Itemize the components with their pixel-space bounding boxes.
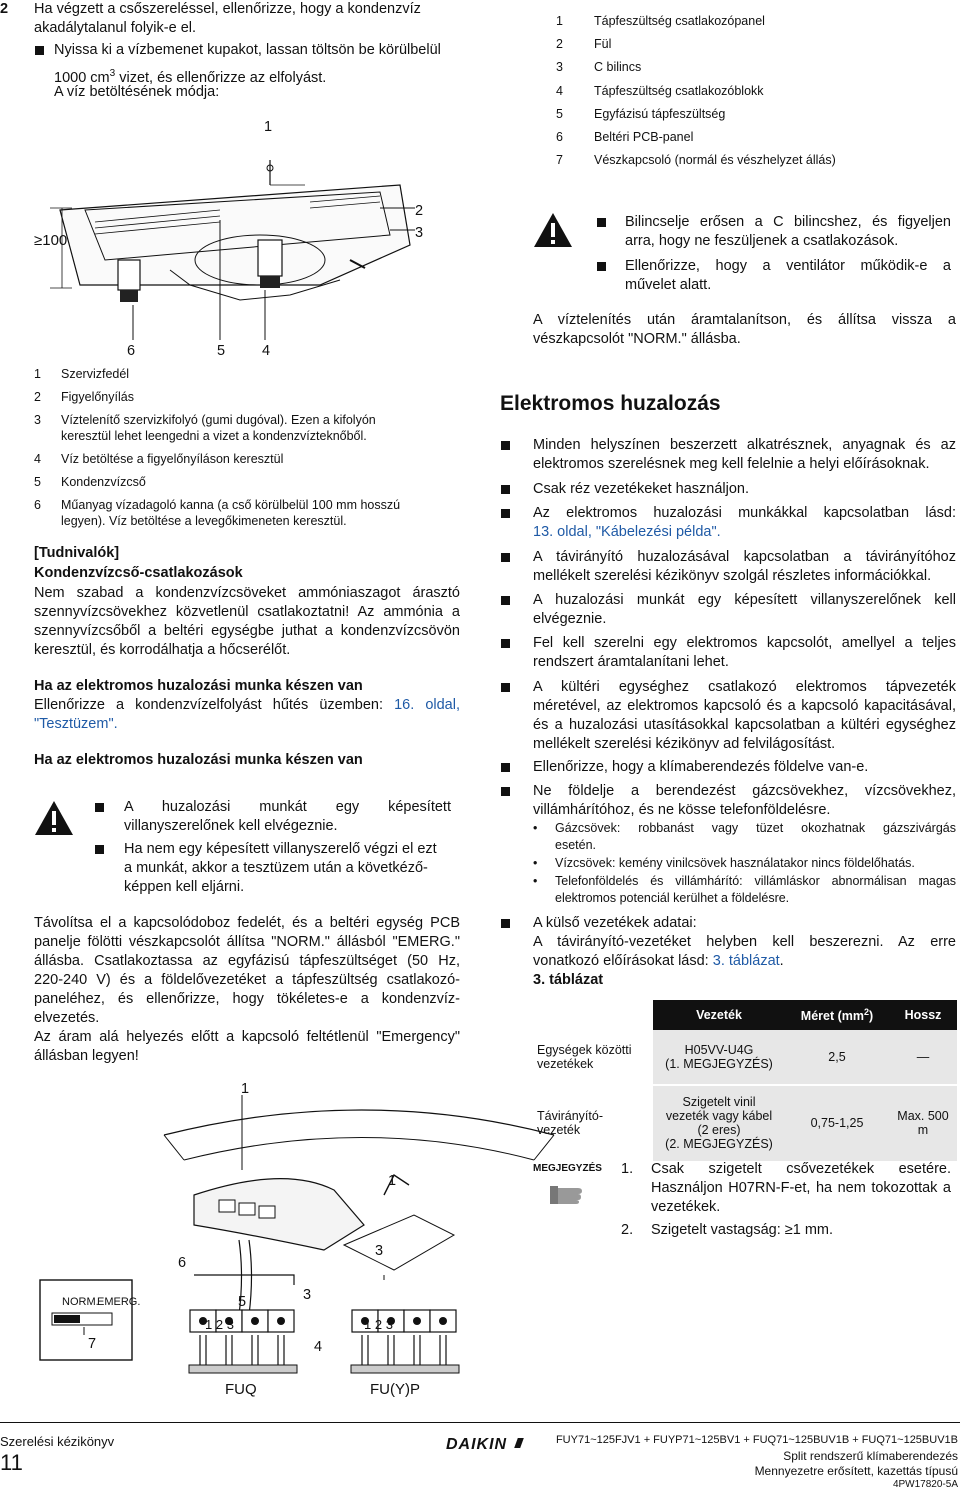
bullet-text: Minden helyszínen beszerzett alkatrésznek, anyagnak és az: [533, 437, 956, 453]
fig2-callout-3b: 3: [303, 1287, 312, 1303]
parts-item: 2 Fül: [556, 37, 612, 51]
section-title: Kondenzvízcső-csatlakozások: [34, 565, 243, 581]
fig-callout-2: 2: [415, 203, 424, 219]
step-text-line2: akadálytalanul folyik-e el.: [34, 20, 197, 36]
legend-item: 6 Műanyag vízadagoló kanna (a cső körülbelül 100 mm hosszú: [34, 498, 401, 512]
bullet-line3: A víz betöltésének módja:: [54, 84, 220, 100]
section-heading: Ha az elektromos huzalozási munka készen van: [34, 678, 363, 694]
water-fill-figure: [20, 110, 460, 360]
parts-item: 5 Egyfázisú tápfeszültség: [556, 107, 726, 121]
warning-icon: [533, 212, 573, 248]
note-number: 2.: [621, 1222, 634, 1238]
fig2-callout-7: 7: [88, 1336, 97, 1352]
bullet-square: [501, 485, 510, 494]
sub-bullet-text: Gázcsövek: robbanást vagy tüzet okozhatnak gázszivárgás: [555, 821, 956, 835]
parts-item: 1 Tápfeszültség csatlakozópanel: [556, 14, 765, 28]
sub-bullet-dot: •: [533, 874, 538, 888]
cable-spec-table: [533, 1000, 957, 1161]
section-heading: Ha az elektromos huzalozási munka készen van: [34, 752, 363, 768]
bullet-text: Csak réz vezetékeket használjon.: [533, 481, 749, 497]
bullet-text-block: A kültéri egységhez csatlakozó elektromos tápvezeték méretével, az elektromos kapcsoló és a kapcsoló kapacitásával, és a huzalozási utasításokkal kapcsolatban a kültéri egységhez mellékelt szerelési kézikönyv ad felvilágosítást.: [533, 679, 956, 752]
table-row-label: Egységek közötti vezetékek: [533, 1030, 653, 1085]
fig2-callout-1: 1: [241, 1081, 250, 1097]
footer-brand-logo: DAIKIN: [446, 1436, 508, 1453]
legend-item: 1 Szervizfedél: [34, 367, 130, 381]
bullet-square: [35, 46, 44, 55]
bullet-square: [501, 683, 510, 692]
bullet-square: [501, 441, 510, 450]
parts-item: 7 Vészkapcsoló (normál és vészhelyzet állás): [556, 153, 836, 167]
table-title: 3. táblázat: [533, 972, 604, 988]
note-text: Használjon H07RN-F-et, ha nem tokozottak a: [651, 1180, 951, 1196]
parts-item: 4 Tápfeszültség csatlakozóblokk: [556, 84, 764, 98]
bullet-text: A távirányító huzalozásával kapcsolatban a távirányítóhoz: [533, 549, 956, 565]
table-link[interactable]: 3. táblázat: [712, 953, 780, 969]
legend-item: 5 Kondenzvízcső: [34, 475, 146, 489]
footer-rule: [0, 1422, 960, 1423]
footer-line2: Split rendszerű klímaberendezés: [783, 1449, 958, 1463]
section-heading-electric: Elektromos huzalozás: [500, 392, 721, 415]
fig2-callout-5: 5: [238, 1294, 247, 1310]
footer-models: FUY71~125FJV1 + FUYP71~125BV1 + FUQ71~125BUV1B + FUQ71~125BUV1B: [555, 1434, 958, 1446]
terminal-labels-fuq: 1 2 3: [205, 1317, 234, 1332]
test-run-line: Ellenőrizze a kondenzvízelfolyást hűtés üzemben: 16. oldal,: [34, 697, 460, 713]
footer-line3: Mennyezetre erősített, kazettás típusú: [754, 1464, 958, 1478]
sub-bullet-dot: •: [533, 821, 538, 835]
bullet-square: [597, 218, 606, 227]
bullet-text: mellékelt szerelési kézikönyv szolgál részletes információkkal.: [533, 568, 932, 584]
warning-icon: [34, 800, 74, 836]
warn-line: képpen kell eljárni.: [124, 879, 245, 895]
fig-callout-4: 4: [262, 343, 271, 359]
bullet-square: [501, 919, 510, 928]
bullet-text: villámhárítóhoz, és ne kösse telefonföldelésre.: [533, 802, 831, 818]
fig-callout-3: 3: [415, 225, 424, 241]
legend-item: 2 Figyelőnyílás: [34, 390, 134, 404]
after-line: vészkapcsolót "NORM." állásba.: [533, 331, 741, 347]
table-cell: 0,75-1,25: [785, 1085, 889, 1162]
bullet-square: [501, 509, 510, 518]
th-vezetek: Vezeték: [653, 1000, 785, 1030]
bullet-text: A távirányító-vezetéket helyben kell beszerezni. Az erre: [533, 934, 956, 950]
fig2-callout-3: 3: [375, 1243, 384, 1259]
sub-bullet-text: elektromos potenciál kerülhet a földelésre.: [555, 891, 790, 905]
footer-brand-mark: [514, 1438, 524, 1448]
fig2-callout-6: 6: [178, 1255, 187, 1271]
fig-dimension: ≥100: [34, 232, 68, 249]
model-label-fuq: FUQ: [225, 1381, 257, 1398]
bullet-text: Fel kell szerelni egy elektromos kapcsolót, amellyel a teljes: [533, 635, 956, 651]
sub-bullet-text: Vízcsövek: kemény vinilcsövek használatakor nincs földelőhatás.: [555, 856, 915, 870]
warn-line: Bilincselje erősen a C bilincshez, és figyeljen: [625, 214, 951, 230]
kond-paragraph: Nem szabad a kondenzvízcsöveket ammóniaszagot árasztó szennyvízcsövekhez közvetlenül csatlakoztatni! Az ammónia a szennyvízcsőből a beltéri egységbe juthat a kondenzvízcsövön keresztül, és korrodálhatja a hőcserélőt.: [34, 585, 460, 658]
bullet-square: [501, 553, 510, 562]
note-label: MEGJEGYZÉS: [533, 1163, 602, 1174]
table-cell: H05VV-U4G (1. MEGJEGYZÉS): [653, 1030, 785, 1085]
warn-line: a munkát, akkor a tesztüzem után a követkéző-: [124, 860, 428, 876]
warn-line: művelet alatt.: [625, 277, 712, 293]
bullet-text: rendszert áramtalanítani lehet.: [533, 654, 729, 670]
warn-line: Ha nem egy képesített villanyszerelő végzi el ezt: [124, 841, 437, 857]
bullet-text: vonatkozó előírásokat lásd: 3. táblázat.: [533, 953, 784, 969]
step-number: 2: [0, 1, 9, 17]
note-text: Csak szigetelt csővezetékek esetére.: [651, 1161, 951, 1177]
table-cell: —: [889, 1030, 957, 1085]
table-cell: Szigetelt vinil vezeték vagy kábel (2 eres) (2. MEGJEGYZÉS): [653, 1085, 785, 1162]
warn-line: villanyszerelőnek kell elvégeznie.: [124, 818, 338, 834]
note-text: Szigetelt vastagság: ≥1 mm.: [651, 1222, 834, 1238]
fig-callout-5: 5: [217, 343, 226, 359]
bullet-square: [597, 262, 606, 271]
bullet-text: elvégeznie.: [533, 611, 607, 627]
footer-code: 4PW17820-5A: [892, 1479, 958, 1490]
test-run-link[interactable]: 16. oldal,: [394, 697, 460, 713]
sub-bullet-text: esetén.: [555, 838, 597, 852]
footer-page-number: 11: [0, 1450, 23, 1475]
emerg-paragraph: Távolítsa el a kapcsolódoboz fedelét, és a beltéri egység PCB panelje fölötti vészkapcsolót állítsa "NORM." állásból "EMERG." állásba. Csatlakoztassa az egyfázisú tápfeszültséget (50 Hz, 220-240 V) és a földelővezetéket a tápfeszültség csatlakozó- paneléhez, és ellenőrizze, hogy tökéletes-e a kondenzvíz- elvezetés. Az áram alá helyezés előtt a kapcsoló feltétlenül "Emergency" állásban legyen!: [34, 915, 460, 1064]
bullet-text: Ellenőrizze, hogy a klímaberendezés földelve van-e.: [533, 759, 869, 775]
parts-item: 6 Beltéri PCB-panel: [556, 130, 694, 144]
bullet-square: [95, 845, 104, 854]
warn-line: A huzalozási munkát egy képesített: [124, 799, 451, 815]
table-cell: 2,5: [785, 1030, 889, 1085]
terminal-labels-fuyp: 1 2 3: [364, 1317, 393, 1332]
bullet-square: [501, 763, 510, 772]
info-label: [Tudnivalók]: [34, 545, 120, 561]
bullet-line1: Nyissa ki a vízbemenet kupakot, lassan töltsön be körülbelül: [54, 42, 441, 58]
bullet-square: [501, 787, 510, 796]
legend-item-cont: legyen). Víz betöltése a levegőkimeneten keresztül.: [61, 514, 347, 528]
warn-line: arra, hogy ne feszüljenek a csatlakozások.: [625, 233, 899, 249]
fig-callout-1: 1: [264, 119, 273, 135]
table-cell: Max. 500 m: [889, 1085, 957, 1162]
after-line: A víztelenítés után áramtalanítson, és állítsa vissza a: [533, 312, 956, 328]
bullet-text: Az elektromos huzalozási munkákkal kapcsolatban lásd:: [533, 505, 956, 521]
th-hossz: Hossz: [889, 1000, 957, 1030]
parts-item: 3 C bilincs: [556, 60, 642, 74]
note-number: 1.: [621, 1161, 634, 1177]
cabling-example-link[interactable]: 13. oldal, "Kábelezési példa".: [533, 524, 721, 540]
step-text-line1: Ha végzett a csőszereléssel, ellenőrizze, hogy a kondenzvíz: [34, 1, 421, 17]
warn-line: Ellenőrizze, hogy a ventilátor működik-e a: [625, 258, 951, 274]
bullet-square: [95, 803, 104, 812]
switch-norm-label: NORM.: [62, 1296, 99, 1308]
fig-callout-6: 6: [127, 343, 136, 359]
bullet-text: A huzalozási munkát egy képesített villanyszerelőnek kell: [533, 592, 956, 608]
bullet-square: [501, 596, 510, 605]
table-row-label: Távirányító- vezeték: [537, 1109, 603, 1137]
th-meret: Méret $(mm^2)$: [785, 1000, 889, 1030]
note-hand-icon: [548, 1180, 588, 1208]
fig2-callout-1b: 1: [388, 1173, 397, 1189]
bullet-square: [501, 639, 510, 648]
sub-bullet-dot: •: [533, 856, 538, 870]
bullet-text: Ne földelje a berendezést gázcsövekhez, vízcsövekhez,: [533, 783, 956, 799]
bullet-text: A külső vezetékek adatai:: [533, 915, 697, 931]
switch-emerg-label: EMERG.: [97, 1296, 141, 1308]
note-text: vezetékek.: [651, 1199, 721, 1215]
sub-bullet-text: Telefonföldelés és villámhárító: villámláskor abnormálisan magas: [555, 874, 956, 888]
legend-item: 3 Víztelenítő szervizkifolyó (gumi dugóval). Ezen a kifolyón: [34, 413, 376, 427]
model-label-fuyp: FU(Y)P: [370, 1381, 420, 1398]
bullet-line2: 1000 $cm^3$ vizet, és ellenőrizze az elfolyást.: [54, 68, 327, 86]
bullet-text: elektromos szerelésnek meg kell felelnie a helyi előírásoknak.: [533, 456, 930, 472]
legend-item-cont: keresztül lehet leengedni a vizet a kondenzvízteknőből.: [61, 429, 367, 443]
fig2-callout-4: 4: [314, 1339, 323, 1355]
test-run-link-2[interactable]: "Tesztüzem".: [34, 716, 118, 732]
footer-manual: Szerelési kézikönyv: [0, 1434, 115, 1449]
legend-item: 4 Víz betöltése a figyelőnyíláson keresztül: [34, 452, 284, 466]
